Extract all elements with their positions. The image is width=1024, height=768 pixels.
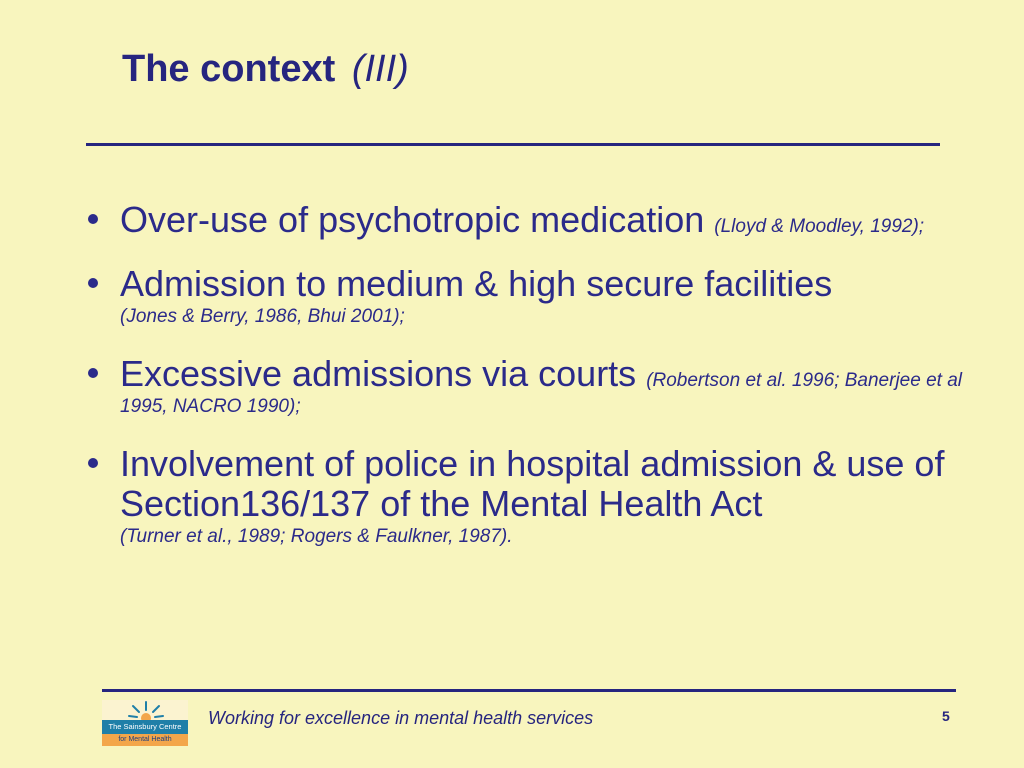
bullet-dot-icon (88, 214, 98, 224)
sun-icon (124, 700, 168, 720)
bullet-item (86, 444, 976, 550)
bullet-citation: (Robertson et al. 1996; Banerjee et al 1995, NACRO 1990); (120, 370, 962, 417)
title-part-number: (III) (351, 48, 409, 90)
title-text: The context (122, 48, 336, 90)
bullet-dot-icon (88, 278, 98, 288)
title-divider (86, 143, 940, 146)
slide-title (122, 48, 409, 91)
bullet-citation: (Lloyd & Moodley, 1992); (714, 216, 925, 237)
bullet-item (86, 200, 976, 240)
sainsbury-centre-logo (102, 700, 188, 746)
bullet-item (86, 354, 976, 420)
logo-name: The Sainsbury Centre (102, 720, 188, 734)
bullet-text: Involvement of police in hospital admission & use of Section136/137 of the Mental Health Act (120, 443, 945, 524)
bullet-list (86, 200, 976, 574)
bullet-citation: (Jones & Berry, 1986, Bhui 2001); (120, 306, 405, 327)
logo-subtitle: for Mental Health (102, 734, 188, 746)
bullet-text: Admission to medium & high secure facilities (120, 263, 833, 304)
bullet-citation: (Turner et al., 1989; Rogers & Faulkner, 1987). (120, 526, 513, 547)
bullet-text: Over-use of psychotropic medication (120, 199, 715, 240)
footer-divider (102, 689, 956, 692)
bullet-item (86, 264, 976, 330)
bullet-dot-icon (88, 368, 98, 378)
page-number: 5 (942, 708, 950, 724)
bullet-dot-icon (88, 458, 98, 468)
footer-tagline: Working for excellence in mental health services (208, 708, 594, 728)
bullet-text: Excessive admissions via courts (120, 353, 647, 394)
